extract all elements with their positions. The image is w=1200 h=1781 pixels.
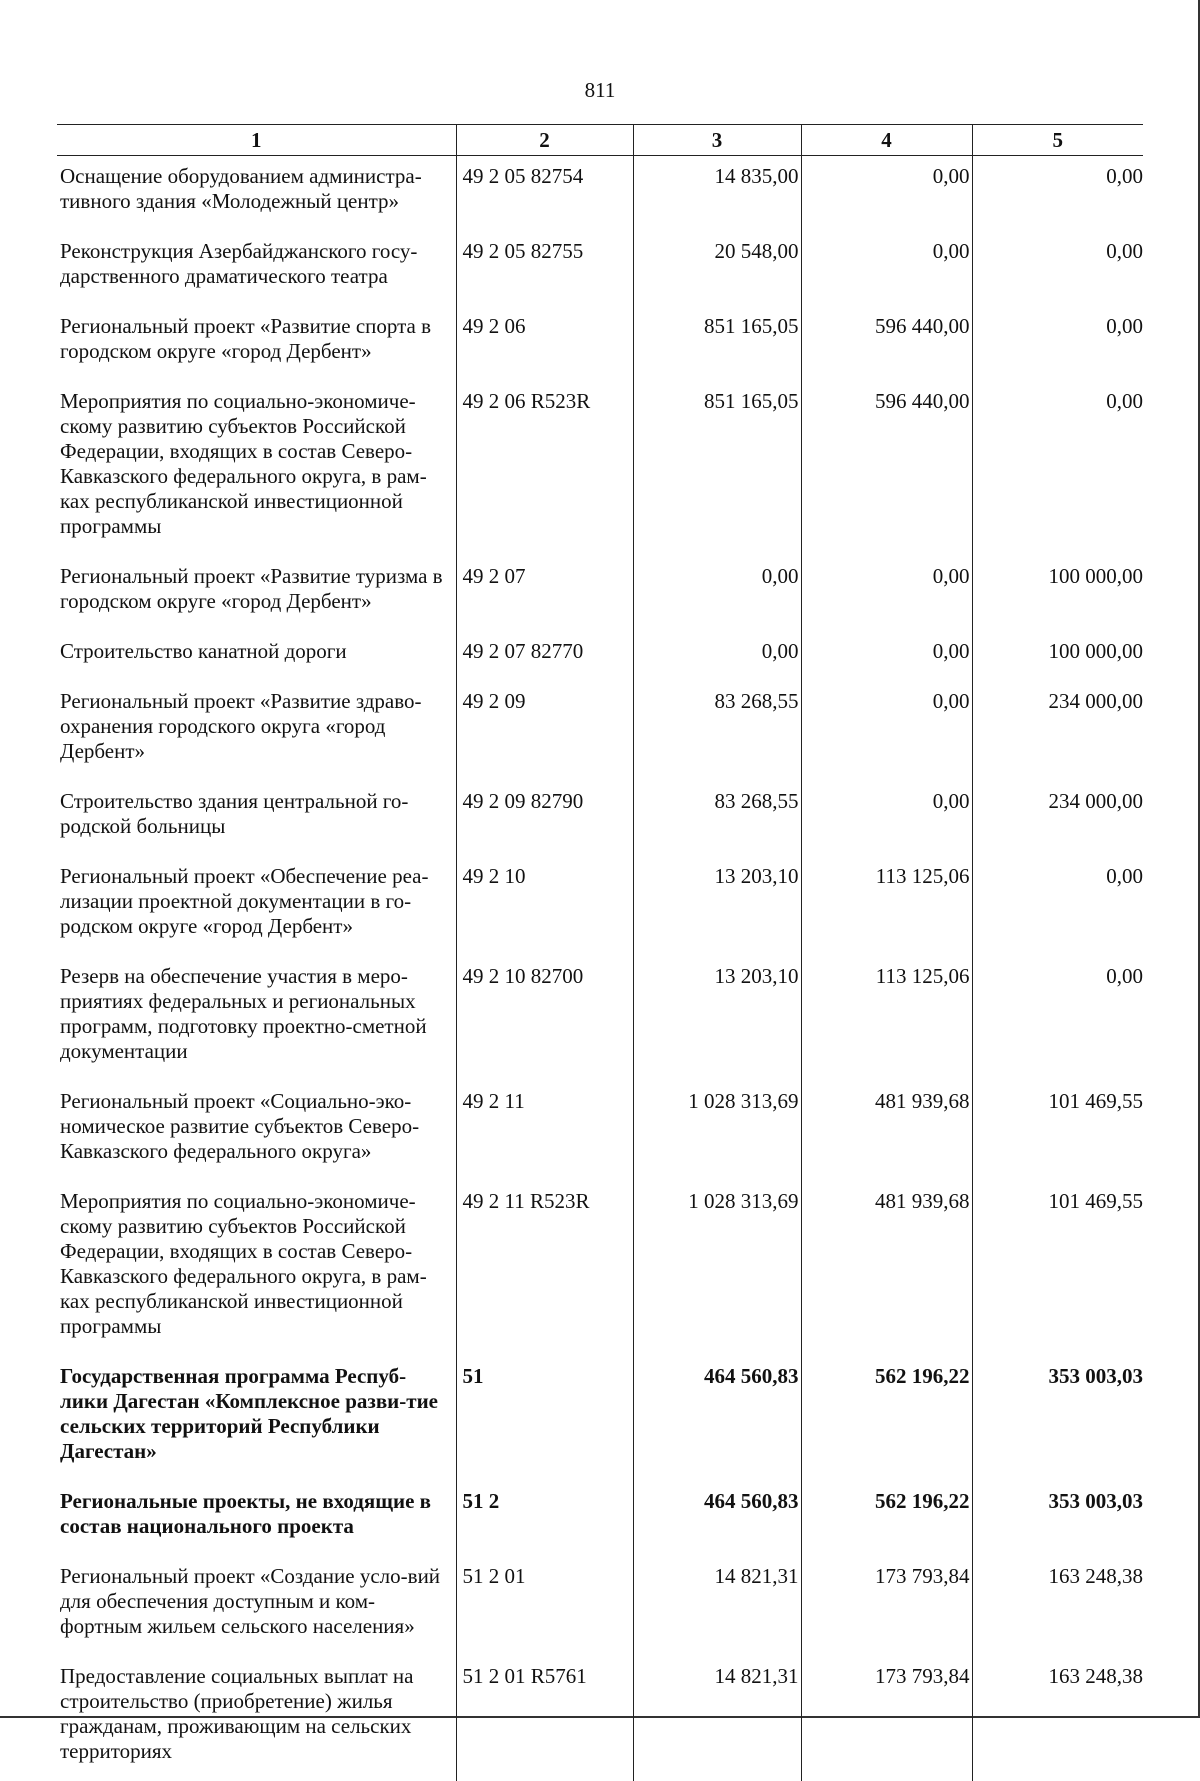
row-value-col5-cell: 100 000,00 xyxy=(972,556,1143,631)
row-value-col3-cell: 464 560,83 xyxy=(633,1481,801,1556)
row-name-cell: Реконструкция Азербайджанского госу-дарственного драматического театра xyxy=(57,231,456,306)
row-code-cell: 49 2 11 R523R xyxy=(456,1181,633,1356)
row-value-col3-cell: 14 835,00 xyxy=(633,156,801,232)
table-row xyxy=(57,1081,1143,1181)
table-row xyxy=(57,681,1143,781)
row-value-col3-cell: 14 821,31 xyxy=(633,1556,801,1656)
row-value-col3-cell: 1 028 313,69 xyxy=(633,1181,801,1356)
row-value-col4-cell: 0,00 xyxy=(801,631,972,681)
row-value-col3-cell: 83 268,55 xyxy=(633,781,801,856)
row-code-cell: 49 2 05 82754 xyxy=(456,156,633,232)
row-value-col5-cell: 0,00 xyxy=(972,856,1143,956)
row-name-cell: Региональный проект «Обеспечение реа-лизации проектной документации в го-родском округе «город Дербент» xyxy=(57,856,456,956)
row-value-col3-cell: 13 203,10 xyxy=(633,856,801,956)
row-code-cell: 51 xyxy=(456,1356,633,1481)
row-value-col4-cell: 0,00 xyxy=(801,156,972,232)
row-code-cell: 49 2 06 xyxy=(456,306,633,381)
table-row xyxy=(57,781,1143,856)
row-code-cell: 49 2 06 R523R xyxy=(456,381,633,556)
row-value-col4-cell: 562 196,22 xyxy=(801,1481,972,1556)
row-value-col4-cell: 113 125,06 xyxy=(801,856,972,956)
row-value-col3-cell: 20 548,00 xyxy=(633,231,801,306)
row-value-col4-cell: 481 939,68 xyxy=(801,1181,972,1356)
row-value-col3-cell: 851 165,05 xyxy=(633,381,801,556)
row-code-cell: 51 2 xyxy=(456,1481,633,1556)
row-value-col4-cell: 173 793,84 xyxy=(801,1556,972,1656)
row-name-cell: Мероприятия по социально-экономиче-скому развитию субъектов Российской Федерации, входящих в состав Северо-Кавказского федерального округа, в рам-ках республиканской инвестиционной программы xyxy=(57,381,456,556)
table-row xyxy=(57,1656,1143,1781)
table-body xyxy=(57,156,1143,1781)
table-row xyxy=(57,1356,1143,1481)
row-code-cell: 49 2 07 82770 xyxy=(456,631,633,681)
table-row xyxy=(57,856,1143,956)
row-value-col4-cell: 173 793,84 xyxy=(801,1656,972,1781)
row-value-col4-cell: 562 196,22 xyxy=(801,1356,972,1481)
column-header-5: 5 xyxy=(972,125,1143,156)
row-name-cell: Мероприятия по социально-экономиче-скому развитию субъектов Российской Федерации, входящих в состав Северо-Кавказского федерального округа, в рам-ках республиканской инвестиционной программы xyxy=(57,1181,456,1356)
row-value-col4-cell: 596 440,00 xyxy=(801,381,972,556)
row-value-col5-cell: 163 248,38 xyxy=(972,1556,1143,1656)
table-row xyxy=(57,231,1143,306)
column-header-4: 4 xyxy=(801,125,972,156)
row-value-col4-cell: 0,00 xyxy=(801,556,972,631)
row-value-col3-cell: 13 203,10 xyxy=(633,956,801,1081)
row-value-col4-cell: 481 939,68 xyxy=(801,1081,972,1181)
row-value-col5-cell: 100 000,00 xyxy=(972,631,1143,681)
row-name-cell: Региональный проект «Развитие спорта в городском округе «город Дербент» xyxy=(57,306,456,381)
row-code-cell: 49 2 07 xyxy=(456,556,633,631)
row-value-col3-cell: 0,00 xyxy=(633,631,801,681)
row-value-col3-cell: 464 560,83 xyxy=(633,1356,801,1481)
row-value-col5-cell: 234 000,00 xyxy=(972,781,1143,856)
table-header-row xyxy=(57,125,1143,156)
row-name-cell: Региональные проекты, не входящие в состав национального проекта xyxy=(57,1481,456,1556)
row-code-cell: 49 2 10 82700 xyxy=(456,956,633,1081)
row-value-col3-cell: 1 028 313,69 xyxy=(633,1081,801,1181)
row-name-cell: Региональный проект «Создание усло-вий для обеспечения доступным и ком-фортным жильем сельского населения» xyxy=(57,1556,456,1656)
table-row xyxy=(57,1481,1143,1556)
row-code-cell: 51 2 01 R5761 xyxy=(456,1656,633,1781)
page-number: 811 xyxy=(0,78,1200,103)
table-row xyxy=(57,556,1143,631)
table-row xyxy=(57,956,1143,1081)
row-value-col5-cell: 0,00 xyxy=(972,381,1143,556)
row-value-col3-cell: 851 165,05 xyxy=(633,306,801,381)
row-code-cell: 49 2 09 xyxy=(456,681,633,781)
row-code-cell: 49 2 11 xyxy=(456,1081,633,1181)
table-row xyxy=(57,1181,1143,1356)
row-value-col5-cell: 353 003,03 xyxy=(972,1356,1143,1481)
column-header-2: 2 xyxy=(456,125,633,156)
row-value-col5-cell: 0,00 xyxy=(972,231,1143,306)
row-value-col5-cell: 163 248,38 xyxy=(972,1656,1143,1781)
row-value-col4-cell: 0,00 xyxy=(801,781,972,856)
row-name-cell: Региональный проект «Развитие туризма в городском округе «город Дербент» xyxy=(57,556,456,631)
row-value-col5-cell: 353 003,03 xyxy=(972,1481,1143,1556)
row-value-col4-cell: 0,00 xyxy=(801,231,972,306)
row-code-cell: 49 2 05 82755 xyxy=(456,231,633,306)
table-row xyxy=(57,156,1143,232)
row-name-cell: Строительство канатной дороги xyxy=(57,631,456,681)
row-value-col5-cell: 234 000,00 xyxy=(972,681,1143,781)
table-row xyxy=(57,631,1143,681)
row-value-col5-cell: 0,00 xyxy=(972,956,1143,1081)
row-name-cell: Строительство здания центральной го-родской больницы xyxy=(57,781,456,856)
row-name-cell: Региональный проект «Социально-эко-номическое развитие субъектов Северо-Кавказского федерального округа» xyxy=(57,1081,456,1181)
budget-table xyxy=(57,124,1143,1781)
row-name-cell: Оснащение оборудованием администра-тивного здания «Молодежный центр» xyxy=(57,156,456,232)
row-value-col4-cell: 0,00 xyxy=(801,681,972,781)
column-header-1: 1 xyxy=(57,125,456,156)
row-code-cell: 51 2 01 xyxy=(456,1556,633,1656)
row-value-col3-cell: 14 821,31 xyxy=(633,1656,801,1781)
row-code-cell: 49 2 09 82790 xyxy=(456,781,633,856)
row-name-cell: Региональный проект «Развитие здраво-охранения городского округа «город Дербент» xyxy=(57,681,456,781)
table-row xyxy=(57,306,1143,381)
row-value-col4-cell: 596 440,00 xyxy=(801,306,972,381)
row-name-cell: Государственная программа Респуб-лики Дагестан «Комплексное разви-тие сельских территорий Республики Дагестан» xyxy=(57,1356,456,1481)
row-value-col5-cell: 0,00 xyxy=(972,306,1143,381)
row-code-cell: 49 2 10 xyxy=(456,856,633,956)
table-row xyxy=(57,381,1143,556)
row-value-col5-cell: 101 469,55 xyxy=(972,1181,1143,1356)
row-value-col5-cell: 0,00 xyxy=(972,156,1143,232)
row-value-col4-cell: 113 125,06 xyxy=(801,956,972,1081)
row-name-cell: Резерв на обеспечение участия в меро-приятиях федеральных и региональных программ, подготовку проектно-сметной документации xyxy=(57,956,456,1081)
row-name-cell: Предоставление социальных выплат на строительство (приобретение) жилья гражданам, проживающим на сельских территориях xyxy=(57,1656,456,1781)
column-header-3: 3 xyxy=(633,125,801,156)
row-value-col5-cell: 101 469,55 xyxy=(972,1081,1143,1181)
table-row xyxy=(57,1556,1143,1656)
row-value-col3-cell: 83 268,55 xyxy=(633,681,801,781)
row-value-col3-cell: 0,00 xyxy=(633,556,801,631)
